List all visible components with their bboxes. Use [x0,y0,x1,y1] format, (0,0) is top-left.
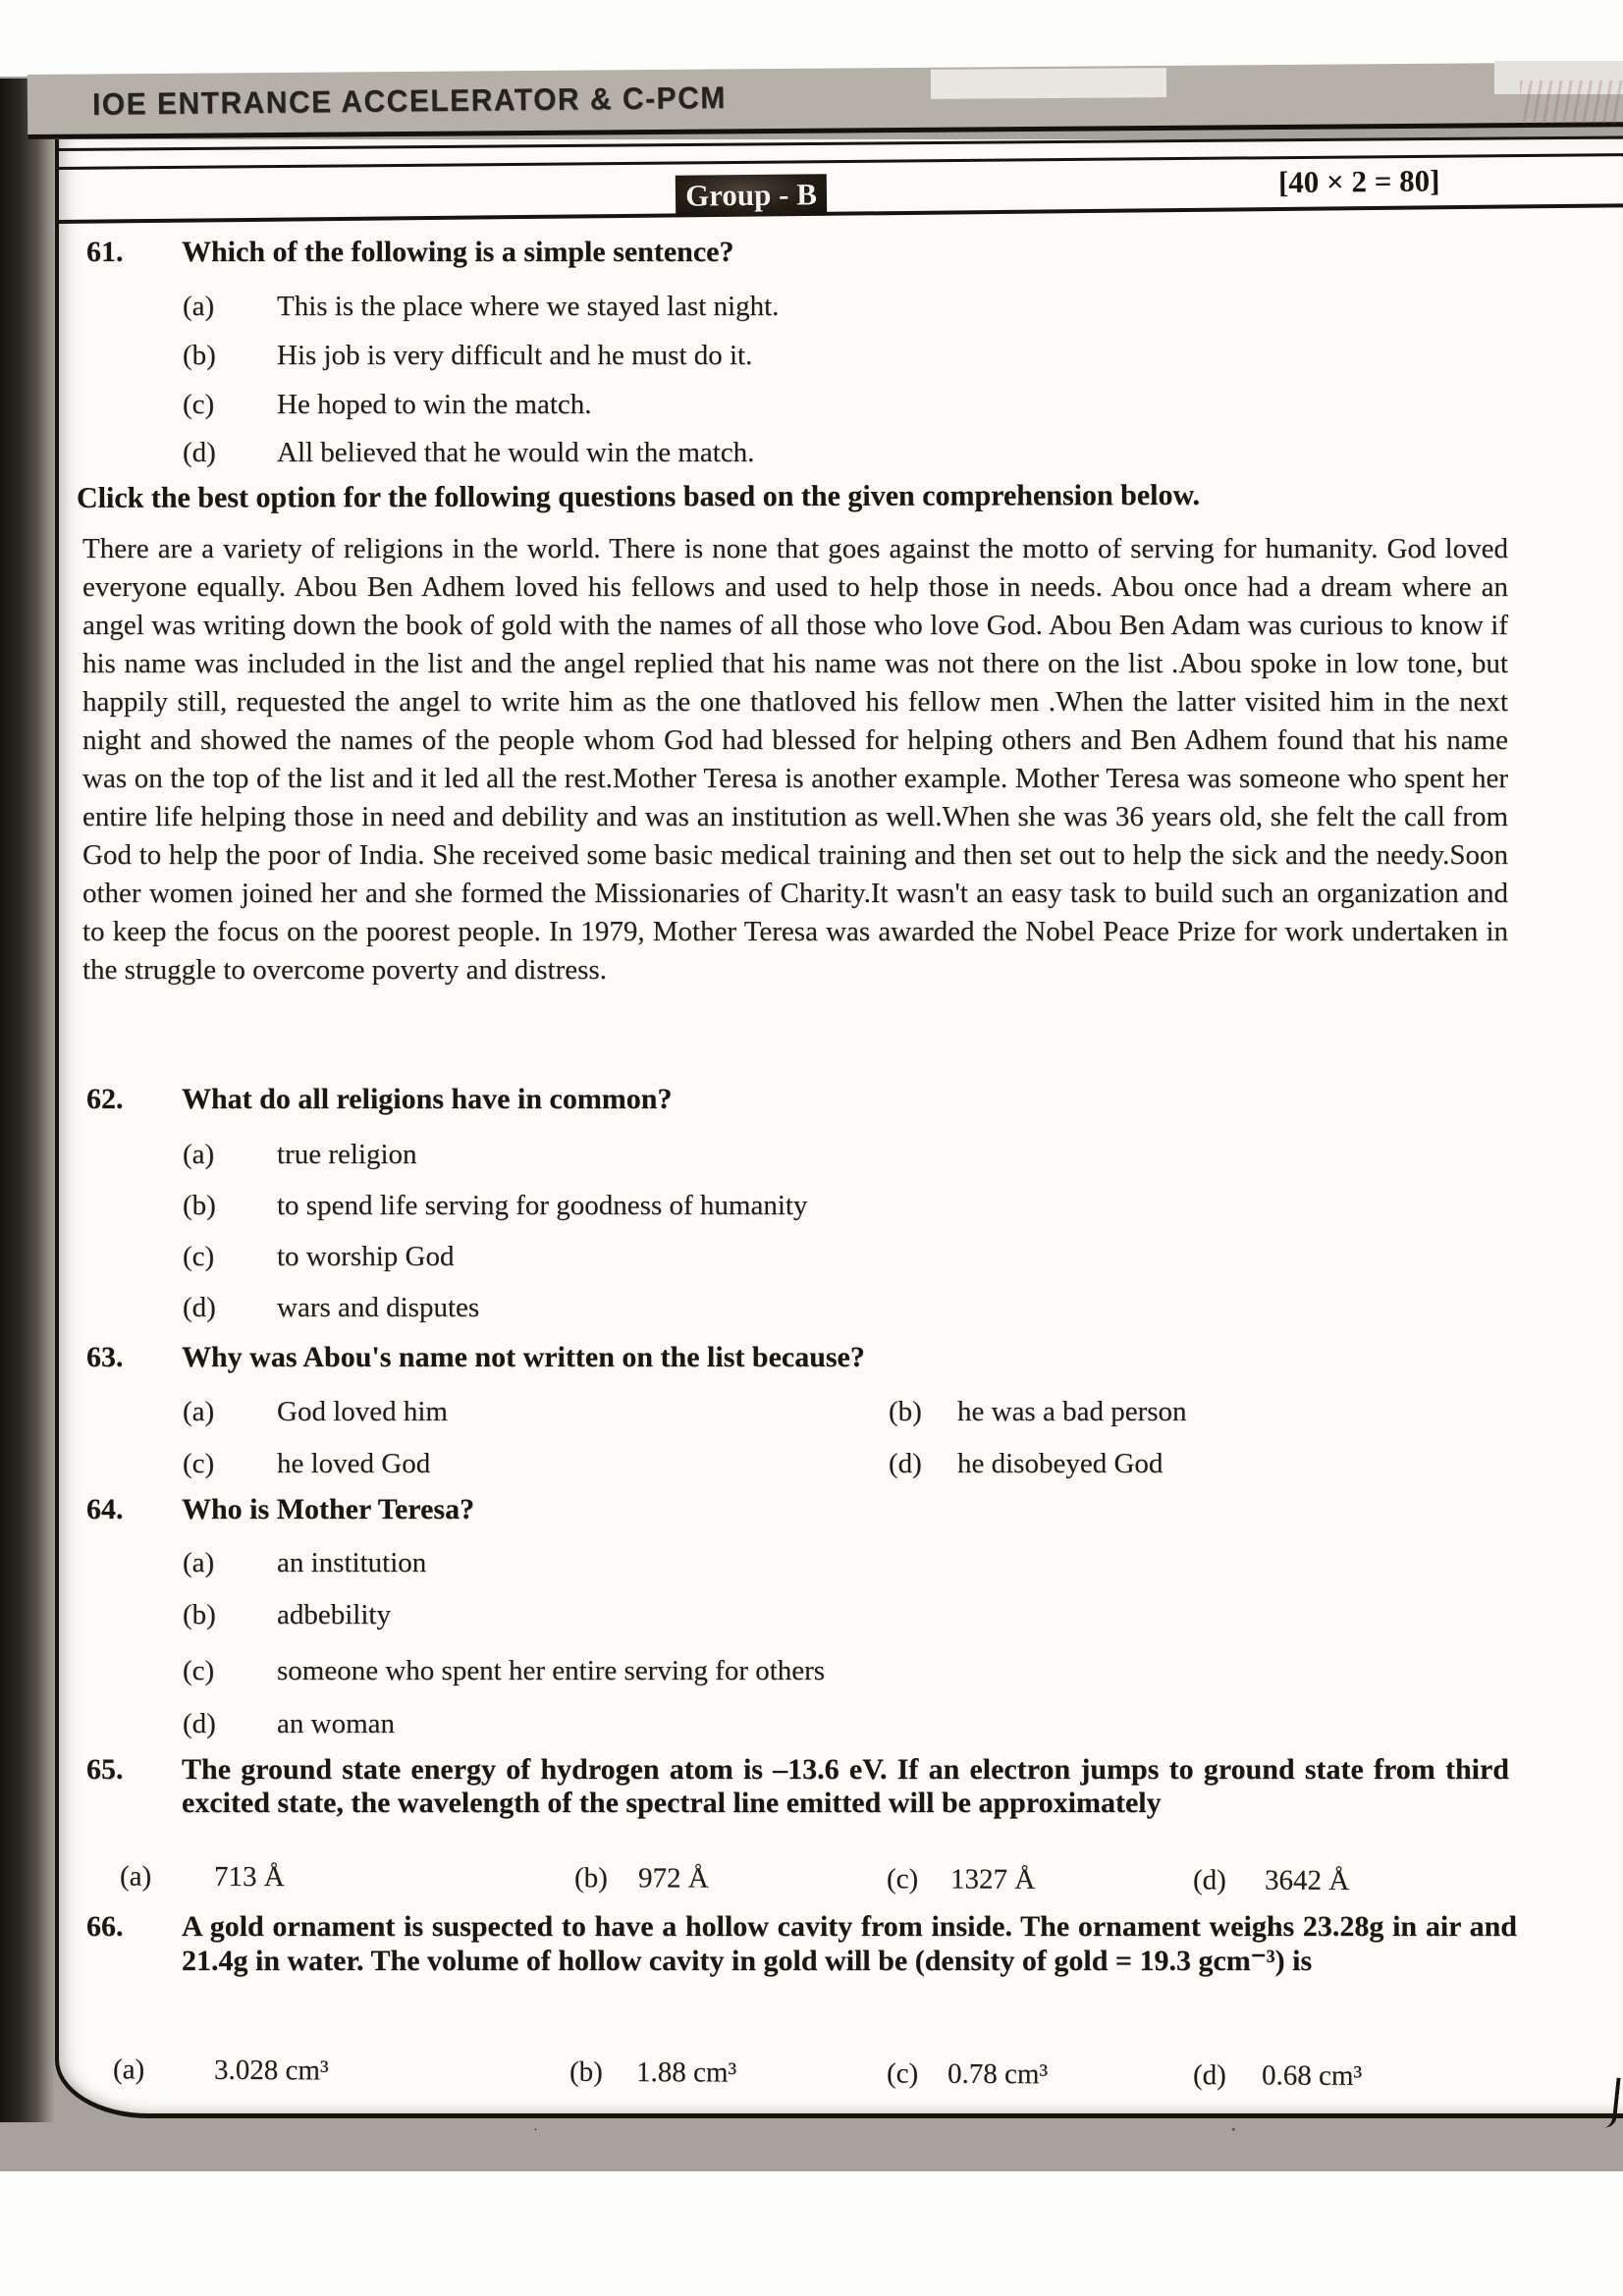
option-row-65 [0,1860,1623,1905]
option-row-63-ab [183,1396,1187,1428]
option-64-a [183,1547,426,1579]
option-text: to spend life serving for goodness of humanity [277,1190,808,1221]
option-letter: (b) [183,340,216,371]
option-letter: (c) [886,2057,919,2090]
option-letter: (b) [183,1599,216,1630]
comprehension-instruction: Click the best option for the following questions based on the given comprehension below. [76,478,1201,514]
option-61-d [183,437,754,469]
question-62-number: 62. [86,1083,124,1115]
option-letter: (d) [1192,2059,1226,2092]
book-spine-shadow [0,79,55,2122]
option-text: an woman [277,1708,395,1739]
option-letter: (c) [183,389,215,420]
option-letter: (a) [112,2054,145,2086]
option-text: 1327 Å [949,1863,1036,1896]
question-62 [86,1083,1509,1116]
option-letter: (c) [886,1863,919,1896]
option-text: he disobeyed God [957,1448,1163,1479]
option-letter: (d) [183,1708,216,1739]
option-66-a [113,2054,329,2087]
option-61-c [183,389,592,421]
option-65-c [887,1863,1035,1896]
option-66-d [1193,2059,1362,2093]
question-64-text: Who is Mother Teresa? [182,1493,475,1525]
scan-noise [1520,80,1623,124]
question-64 [86,1493,1509,1526]
option-61-b [183,340,752,372]
scan-artifact [931,68,1166,99]
option-text: 713 Å [213,1860,285,1894]
question-61-text: Which of the following is a simple sentence? [182,236,734,268]
option-letter: (a) [183,1139,215,1170]
option-letter: (a) [183,1396,215,1427]
question-66 [86,1910,1517,1978]
group-label: Group - B [684,177,818,213]
question-65-number: 65. [86,1753,124,1786]
option-text: true religion [277,1139,417,1170]
option-text: to worship God [277,1241,455,1272]
option-text: 0.78 cm³ [947,2057,1049,2091]
option-letter: (c) [183,1241,215,1272]
option-64-d [183,1708,395,1740]
option-text: 3642 Å [1264,1864,1350,1896]
option-text: he was a bad person [957,1396,1187,1427]
question-62-text: What do all religions have in common? [182,1083,673,1115]
book-title: IOE ENTRANCE ACCELERATOR & C-PCM [91,80,727,123]
option-letter: (d) [183,437,216,468]
option-text: an institution [277,1547,427,1578]
option-text: God loved him [277,1396,448,1427]
option-text: 0.68 cm³ [1261,2059,1363,2092]
question-61-number: 61. [86,236,124,268]
option-text: He hoped to win the match. [277,389,592,420]
option-letter: (c) [183,1655,215,1686]
option-letter: (a) [183,291,215,322]
marks-scheme: [40 × 2 = 80] [1277,163,1440,200]
option-letter: (d) [889,1448,922,1479]
question-63-number: 63. [86,1341,124,1373]
question-63-text: Why was Abou's name not written on the list because? [182,1341,865,1373]
option-text: 1.88 cm³ [635,2056,737,2089]
book-header-band [27,62,1623,139]
option-66-c [887,2057,1048,2091]
question-64-number: 64. [86,1493,124,1525]
question-63 [86,1341,1509,1374]
option-text: 3.028 cm³ [213,2054,329,2087]
question-66-text: A gold ornament is suspected to have a hollow cavity from inside. The ornament weighs 23.28g in air and 21.4g in water. The volume of hollow cavity in gold will be (density of gold = 19.3 gcm⁻³) is [182,1910,1517,1977]
option-text: All believed that he would win the match. [277,437,755,468]
option-letter: (d) [183,1292,216,1323]
option-61-a [183,291,779,323]
option-letter: (d) [1192,1864,1226,1896]
option-text: This is the place where we stayed last night. [277,291,780,322]
option-letter: (a) [183,1547,215,1578]
option-letter: (b) [183,1190,216,1221]
option-letter: (b) [573,1862,608,1895]
option-65-d [1193,1864,1349,1897]
option-66-b [569,2056,736,2090]
question-61 [86,236,1509,269]
option-62-a [183,1139,417,1171]
option-64-c [183,1655,825,1687]
option-64-b [183,1599,391,1631]
option-letter: (b) [889,1396,922,1427]
option-62-c [183,1241,454,1273]
comprehension-passage: There are a variety of religions in the world. There is none that goes against the motto of serving for humanity. God loved everyone equally. Abou Ben Adhem loved his fellows and used to help those in needs. Abou once had a dream where an angel was writing down the book of gold with the names of all those who love God. Abou Ben Adam was curious to know if his name was included in the list and the angel replied that his name was not there on the list .Abou spoke in low tone, but happily still, requested the angel to write him as the one thatloved his fellow men .When the latter visited him in the next night and showed the names of the people whom God had blessed for helping others and Ben Adhem found that his name was on the top of the list and it led all the rest.Mother Teresa is another example. Mother Teresa was someone who spent her entire life helping those in need and debility and was an institution as well.When she was 36 years old, she felt the call from God to help the poor of India. She received some basic medical training and then set out to help the sick and the needy.Soon other women joined her and she formed the Missionaries of Charity.It wasn't an easy task to build such an organization and to keep the focus on the poorest people. In 1979, Mother Teresa was awarded the Nobel Peace Prize for work undertaken in the struggle to overcome poverty and distress. [82,533,1508,986]
option-text: wars and disputes [277,1292,480,1323]
option-65-a [120,1861,285,1895]
group-label-box [676,174,827,217]
option-text: adbebility [277,1599,391,1630]
option-62-b [183,1190,807,1222]
option-letter: (b) [568,2056,603,2088]
option-text: he loved God [277,1448,431,1479]
option-text: someone who spent her entire serving for others [277,1655,826,1686]
question-66-number: 66. [86,1910,124,1943]
option-letter: (a) [119,1860,152,1893]
option-text: His job is very difficult and he must do it. [277,340,753,371]
question-65 [86,1753,1509,1820]
option-row-63-cd [183,1448,1163,1480]
question-65-text: The ground state energy of hydrogen atom is –13.6 eV. If an electron jumps to ground state from third excited state, the wavelength of the spectral line emitted will be approximately [182,1753,1509,1819]
option-letter: (c) [183,1448,215,1479]
option-text: 972 Å [637,1862,709,1895]
option-62-d [183,1292,479,1324]
option-65-b [574,1862,709,1895]
